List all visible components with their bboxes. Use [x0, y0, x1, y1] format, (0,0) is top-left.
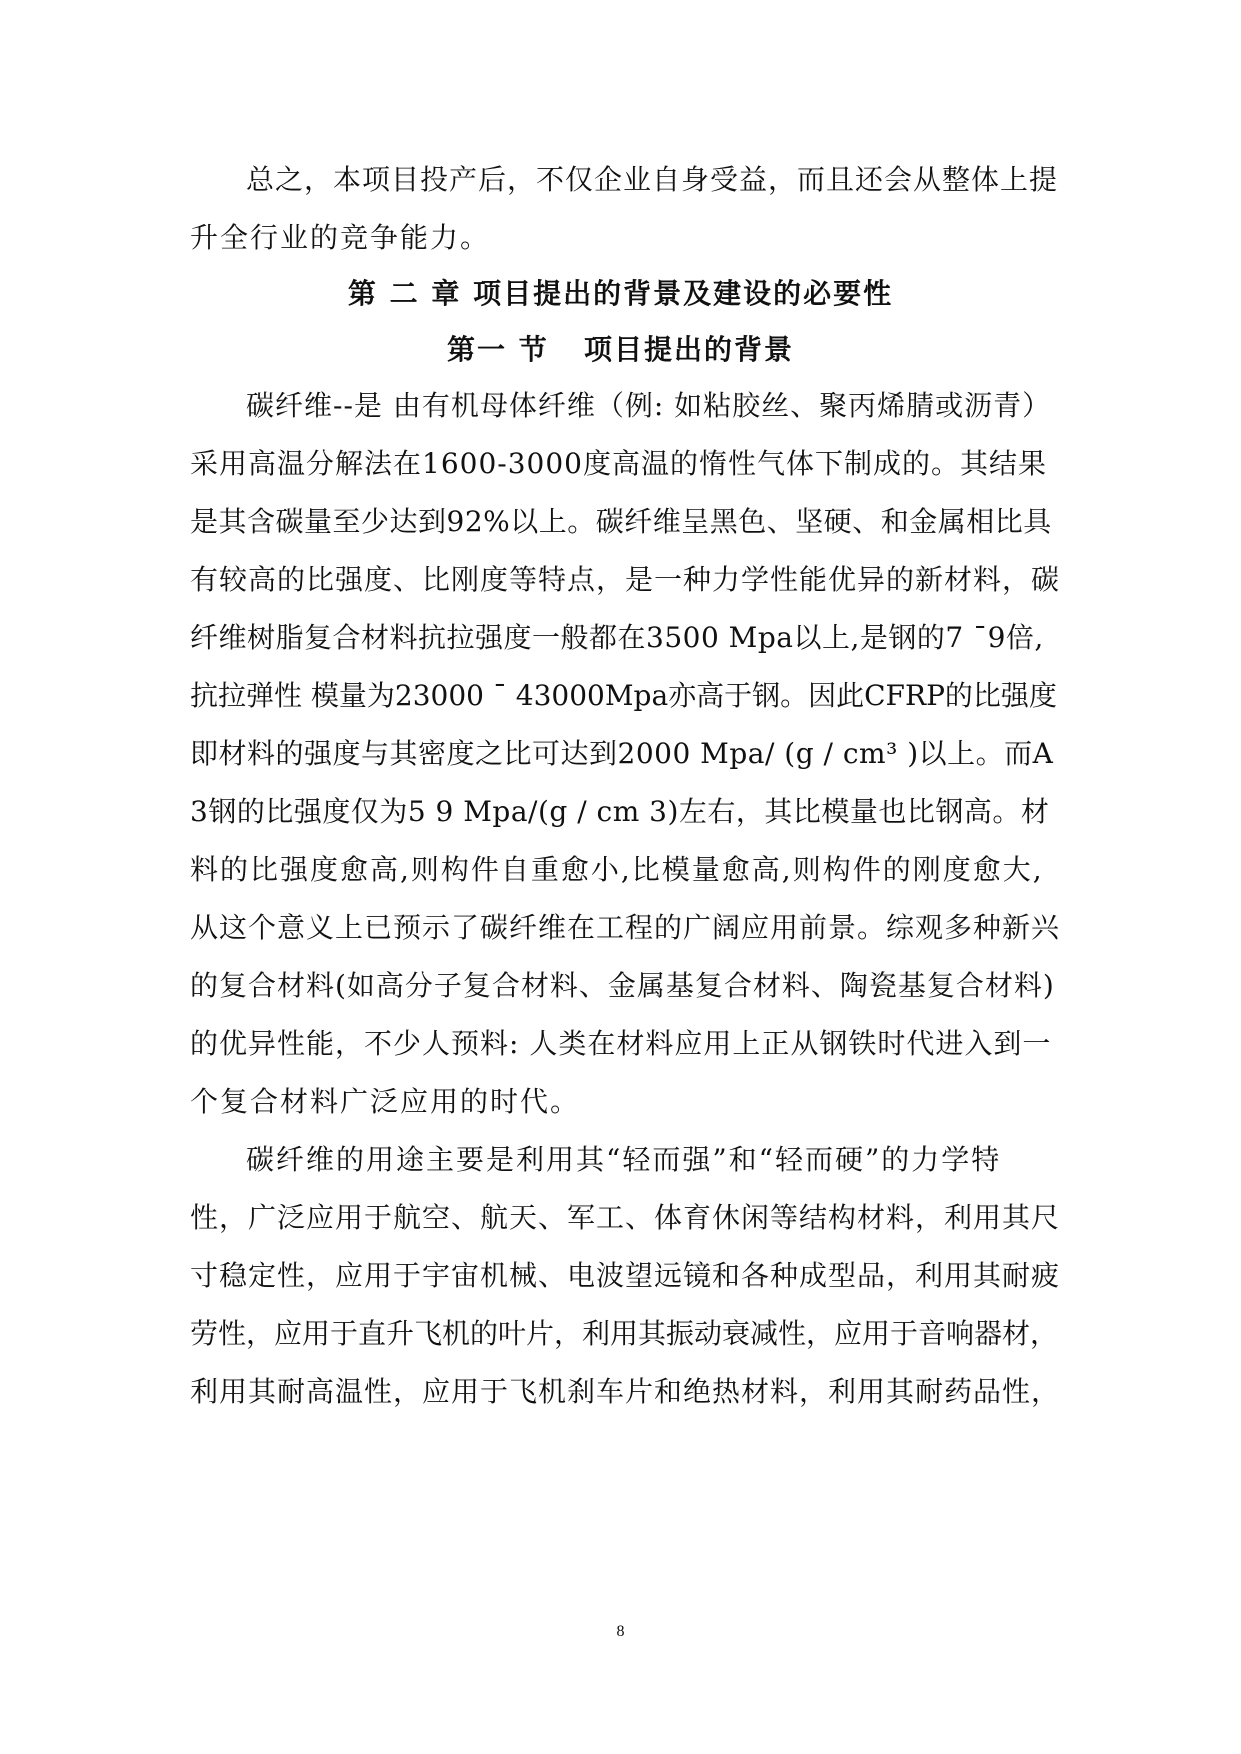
paragraph-line: 碳纤维--是 由有机母体纤维（例: 如粘胶丝、聚丙烯腈或沥青）	[246, 389, 1052, 422]
paragraph-line: 个复合材料广泛应用的时代。	[190, 1085, 581, 1118]
paragraph-line: 即材料的强度与其密度之比可达到2000 Mpa/ (g / cm³ )以上。而A	[190, 737, 1054, 770]
paragraph-line: 升全行业的竞争能力。	[190, 221, 491, 254]
section-heading: 第一 节 项目提出的背景	[447, 333, 794, 366]
paragraph-line: 抗拉弹性 模量为23000 ¯ 43000Mpa亦高于钢。因此CFRP的比强度	[190, 679, 1057, 712]
chapter-heading: 第 二 章 项目提出的背景及建设的必要性	[347, 277, 894, 310]
page-number: 8	[616, 1623, 625, 1640]
paragraph-line: 寸稳定性，应用于宇宙机械、电波望远镜和各种成型品，利用其耐疲	[190, 1259, 1061, 1292]
paragraph-line: 的优异性能，不少人预料: 人类在材料应用上正从钢铁时代进入到一	[190, 1027, 1052, 1060]
paragraph-line: 从这个意义上已预示了碳纤维在工程的广阔应用前景。综观多种新兴	[190, 911, 1061, 944]
paragraph-line: 性，广泛应用于航空、航天、军工、体育休闲等结构材料，利用其尺	[190, 1201, 1061, 1234]
paragraph-line: 碳纤维的用途主要是利用其“轻而强”和“轻而硬”的力学特	[246, 1143, 1002, 1176]
paragraph-line: 采用高温分解法在1600-3000度高温的惰性气体下制成的。其结果	[190, 447, 1047, 480]
paragraph-line: 是其含碳量至少达到92%以上。碳纤维呈黑色、坚硬、和金属相比具	[190, 505, 1052, 538]
paragraph-line: 3钢的比强度仅为5 9 Mpa/(g / cm 3)左右，其比模量也比钢高。材	[190, 795, 1050, 828]
paragraph-line: 总之，本项目投产后，不仅企业自身受益，而且还会从整体上提	[246, 163, 1059, 196]
paragraph-line: 的复合材料(如高分子复合材料、金属基复合材料、陶瓷基复合材料)	[190, 969, 1055, 1002]
paragraph-line: 纤维树脂复合材料抗拉强度一般都在3500 Mpa以上,是钢的7 ¯9倍,	[190, 621, 1044, 654]
paragraph-line: 利用其耐高温性，应用于飞机刹车片和绝热材料，利用其耐药品性，	[190, 1375, 1061, 1408]
paragraph-line: 有较高的比强度、比刚度等特点，是一种力学性能优异的新材料，碳	[190, 563, 1061, 596]
paragraph-line: 劳性，应用于直升飞机的叶片，利用其振动衰减性，应用于音响器材，	[190, 1317, 1059, 1350]
paragraph-line: 料的比强度愈高,则构件自重愈小,比模量愈高,则构件的刚度愈大,	[190, 853, 1044, 886]
